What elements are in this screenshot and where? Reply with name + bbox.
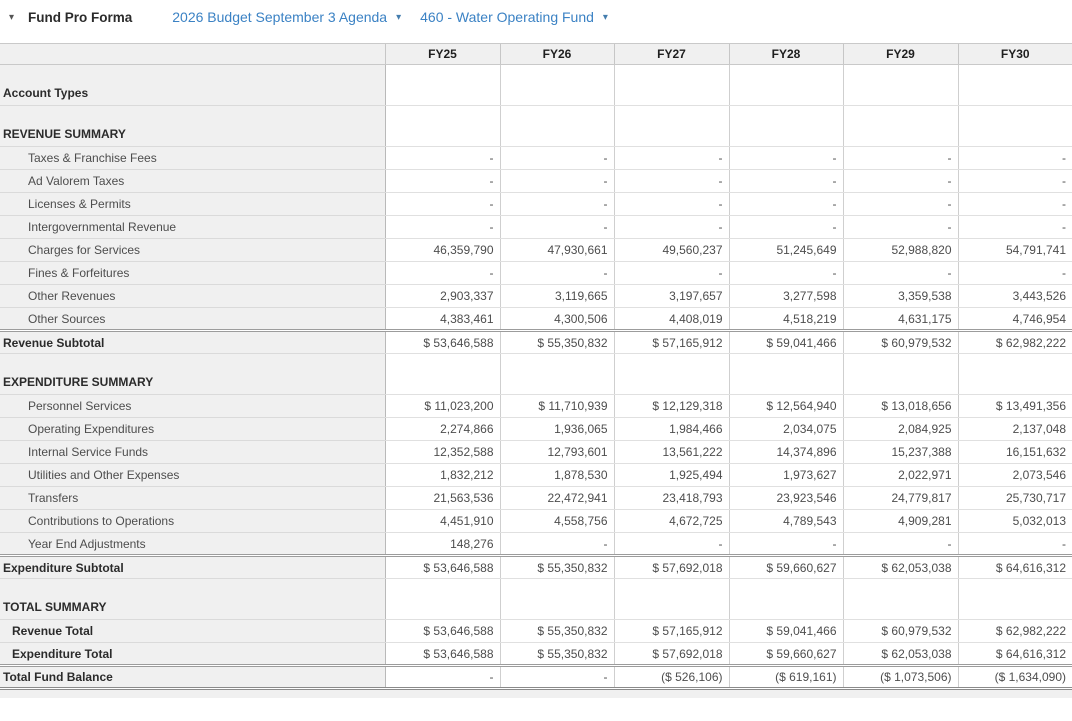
- table-bottom-strip: [0, 690, 1072, 698]
- value-cell: -: [843, 147, 958, 170]
- value-cell: -: [500, 216, 614, 239]
- table-row: [0, 193, 1072, 216]
- value-cell: [500, 354, 614, 395]
- page-title: Fund Pro Forma: [28, 9, 133, 25]
- value-cell: [729, 579, 843, 620]
- row-label: Ad Valorem Taxes: [0, 170, 385, 193]
- value-cell: 4,672,725: [614, 510, 729, 533]
- value-cell: 3,197,657: [614, 285, 729, 308]
- value-cell: [500, 106, 614, 147]
- value-cell: [385, 65, 500, 106]
- value-cell: 3,277,598: [729, 285, 843, 308]
- value-cell: 2,022,971: [843, 464, 958, 487]
- value-cell: 13,561,222: [614, 441, 729, 464]
- fund-dropdown[interactable]: [420, 9, 608, 25]
- value-cell: $ 57,692,018: [614, 556, 729, 579]
- value-cell: [958, 65, 1072, 106]
- value-cell: $ 60,979,532: [843, 331, 958, 354]
- value-cell: $ 12,564,940: [729, 395, 843, 418]
- value-cell: -: [614, 147, 729, 170]
- value-cell: 4,408,019: [614, 308, 729, 331]
- value-cell: 46,359,790: [385, 239, 500, 262]
- value-cell: -: [614, 216, 729, 239]
- table-row: [0, 533, 1072, 556]
- value-cell: -: [385, 170, 500, 193]
- row-label: Other Sources: [0, 308, 385, 331]
- value-cell: $ 57,165,912: [614, 620, 729, 643]
- value-cell: [843, 579, 958, 620]
- value-cell: $ 60,979,532: [843, 620, 958, 643]
- value-cell: ($ 526,106): [614, 666, 729, 689]
- table-row: [0, 620, 1072, 643]
- value-cell: 23,923,546: [729, 487, 843, 510]
- row-label: EXPENDITURE SUMMARY: [0, 354, 385, 395]
- value-cell: -: [385, 193, 500, 216]
- value-cell: [500, 65, 614, 106]
- value-cell: -: [729, 170, 843, 193]
- value-cell: $ 62,053,038: [843, 643, 958, 666]
- budget-dropdown[interactable]: [172, 9, 401, 25]
- value-cell: $ 59,041,466: [729, 620, 843, 643]
- value-cell: -: [729, 147, 843, 170]
- value-cell: [500, 579, 614, 620]
- table-row: [0, 285, 1072, 308]
- value-cell: 2,274,866: [385, 418, 500, 441]
- table-row: [0, 556, 1072, 579]
- table-row: [0, 106, 1072, 147]
- value-cell: 4,451,910: [385, 510, 500, 533]
- value-cell: [614, 354, 729, 395]
- value-cell: -: [500, 666, 614, 689]
- value-cell: -: [958, 216, 1072, 239]
- value-cell: 2,903,337: [385, 285, 500, 308]
- value-cell: -: [958, 262, 1072, 285]
- value-cell: 2,034,075: [729, 418, 843, 441]
- value-cell: 4,789,543: [729, 510, 843, 533]
- value-cell: 1,832,212: [385, 464, 500, 487]
- row-label: TOTAL SUMMARY: [0, 579, 385, 620]
- value-cell: $ 53,646,588: [385, 331, 500, 354]
- header-row: [0, 44, 1072, 65]
- column-header-fy29: FY29: [843, 44, 958, 65]
- value-cell: [385, 579, 500, 620]
- column-header-fy25: FY25: [385, 44, 500, 65]
- value-cell: $ 12,129,318: [614, 395, 729, 418]
- value-cell: -: [385, 666, 500, 689]
- value-cell: $ 59,660,627: [729, 643, 843, 666]
- value-cell: -: [843, 533, 958, 556]
- table-row: [0, 354, 1072, 395]
- column-header-fy26: FY26: [500, 44, 614, 65]
- value-cell: [385, 354, 500, 395]
- value-cell: $ 11,023,200: [385, 395, 500, 418]
- table-row: [0, 418, 1072, 441]
- value-cell: 2,137,048: [958, 418, 1072, 441]
- row-label: Fines & Forfeitures: [0, 262, 385, 285]
- table-row: [0, 487, 1072, 510]
- row-label: Taxes & Franchise Fees: [0, 147, 385, 170]
- value-cell: $ 53,646,588: [385, 643, 500, 666]
- value-cell: 1,984,466: [614, 418, 729, 441]
- value-cell: -: [729, 262, 843, 285]
- value-cell: $ 62,053,038: [843, 556, 958, 579]
- row-label: Expenditure Subtotal: [0, 556, 385, 579]
- value-cell: -: [843, 262, 958, 285]
- table-row: [0, 510, 1072, 533]
- value-cell: 51,245,649: [729, 239, 843, 262]
- value-cell: [729, 65, 843, 106]
- value-cell: -: [500, 262, 614, 285]
- value-cell: 4,300,506: [500, 308, 614, 331]
- toolbar: [0, 0, 1072, 30]
- value-cell: $ 55,350,832: [500, 620, 614, 643]
- value-cell: 47,930,661: [500, 239, 614, 262]
- value-cell: -: [958, 193, 1072, 216]
- value-cell: $ 13,018,656: [843, 395, 958, 418]
- value-cell: -: [614, 533, 729, 556]
- value-cell: 4,518,219: [729, 308, 843, 331]
- value-cell: 54,791,741: [958, 239, 1072, 262]
- value-cell: 5,032,013: [958, 510, 1072, 533]
- value-cell: 14,374,896: [729, 441, 843, 464]
- row-label: Personnel Services: [0, 395, 385, 418]
- value-cell: $ 62,982,222: [958, 620, 1072, 643]
- row-label: Charges for Services: [0, 239, 385, 262]
- table-row: [0, 579, 1072, 620]
- row-label: Operating Expenditures: [0, 418, 385, 441]
- value-cell: -: [500, 533, 614, 556]
- value-cell: ($ 619,161): [729, 666, 843, 689]
- value-cell: -: [385, 147, 500, 170]
- row-label: Intergovernmental Revenue: [0, 216, 385, 239]
- value-cell: [614, 65, 729, 106]
- value-cell: 2,084,925: [843, 418, 958, 441]
- value-cell: $ 53,646,588: [385, 556, 500, 579]
- table-row: [0, 170, 1072, 193]
- table-row: [0, 331, 1072, 354]
- value-cell: $ 55,350,832: [500, 331, 614, 354]
- value-cell: 4,558,756: [500, 510, 614, 533]
- budget-dropdown-label: 2026 Budget September 3 Agenda: [172, 9, 388, 25]
- value-cell: 3,359,538: [843, 285, 958, 308]
- table-row: [0, 643, 1072, 666]
- value-cell: $ 55,350,832: [500, 643, 614, 666]
- value-cell: -: [729, 533, 843, 556]
- value-cell: -: [500, 170, 614, 193]
- row-label: Year End Adjustments: [0, 533, 385, 556]
- table-row: [0, 464, 1072, 487]
- value-cell: -: [385, 216, 500, 239]
- value-cell: $ 11,710,939: [500, 395, 614, 418]
- value-cell: 16,151,632: [958, 441, 1072, 464]
- column-header-fy27: FY27: [614, 44, 729, 65]
- value-cell: $ 53,646,588: [385, 620, 500, 643]
- value-cell: $ 59,041,466: [729, 331, 843, 354]
- table-row: [0, 308, 1072, 331]
- value-cell: [729, 354, 843, 395]
- value-cell: 15,237,388: [843, 441, 958, 464]
- value-cell: -: [843, 170, 958, 193]
- table-row: [0, 395, 1072, 418]
- value-cell: 25,730,717: [958, 487, 1072, 510]
- row-label: Internal Service Funds: [0, 441, 385, 464]
- row-label: Other Revenues: [0, 285, 385, 308]
- value-cell: -: [843, 193, 958, 216]
- row-label: Total Fund Balance: [0, 666, 385, 689]
- row-label: Revenue Subtotal: [0, 331, 385, 354]
- table-row: [0, 216, 1072, 239]
- value-cell: 21,563,536: [385, 487, 500, 510]
- value-cell: 148,276: [385, 533, 500, 556]
- pro-forma-table-container: [0, 43, 1072, 698]
- value-cell: -: [614, 193, 729, 216]
- value-cell: [958, 106, 1072, 147]
- value-cell: 24,779,817: [843, 487, 958, 510]
- value-cell: 49,560,237: [614, 239, 729, 262]
- value-cell: 4,909,281: [843, 510, 958, 533]
- value-cell: $ 57,692,018: [614, 643, 729, 666]
- value-cell: [729, 106, 843, 147]
- value-cell: 4,383,461: [385, 308, 500, 331]
- table-row: [0, 239, 1072, 262]
- table-row: [0, 262, 1072, 285]
- value-cell: 1,925,494: [614, 464, 729, 487]
- value-cell: [385, 106, 500, 147]
- value-cell: -: [500, 147, 614, 170]
- value-cell: 1,878,530: [500, 464, 614, 487]
- value-cell: [614, 579, 729, 620]
- value-cell: -: [729, 193, 843, 216]
- value-cell: 23,418,793: [614, 487, 729, 510]
- table-row: [0, 147, 1072, 170]
- value-cell: $ 62,982,222: [958, 331, 1072, 354]
- column-header-fy30: FY30: [958, 44, 1072, 65]
- pro-forma-table: [0, 43, 1072, 690]
- table-row: [0, 666, 1072, 689]
- value-cell: -: [958, 147, 1072, 170]
- value-cell: 3,119,665: [500, 285, 614, 308]
- chevron-down-icon: ▾: [396, 12, 402, 23]
- table-row: [0, 441, 1072, 464]
- value-cell: [958, 579, 1072, 620]
- fund-dropdown-label: 460 - Water Operating Fund: [420, 9, 594, 25]
- value-cell: $ 57,165,912: [614, 331, 729, 354]
- value-cell: -: [500, 193, 614, 216]
- value-cell: 4,746,954: [958, 308, 1072, 331]
- value-cell: 2,073,546: [958, 464, 1072, 487]
- value-cell: -: [729, 216, 843, 239]
- value-cell: 22,472,941: [500, 487, 614, 510]
- value-cell: -: [614, 262, 729, 285]
- value-cell: -: [958, 533, 1072, 556]
- value-cell: 4,631,175: [843, 308, 958, 331]
- value-cell: $ 64,616,312: [958, 556, 1072, 579]
- value-cell: 3,443,526: [958, 285, 1072, 308]
- column-header-fy28: FY28: [729, 44, 843, 65]
- row-label: REVENUE SUMMARY: [0, 106, 385, 147]
- value-cell: 52,988,820: [843, 239, 958, 262]
- value-cell: [958, 354, 1072, 395]
- value-cell: 1,973,627: [729, 464, 843, 487]
- row-label: Expenditure Total: [0, 643, 385, 666]
- value-cell: [843, 354, 958, 395]
- value-cell: $ 64,616,312: [958, 643, 1072, 666]
- value-cell: 1,936,065: [500, 418, 614, 441]
- row-label: Account Types: [0, 65, 385, 106]
- value-cell: $ 13,491,356: [958, 395, 1072, 418]
- row-label: Revenue Total: [0, 620, 385, 643]
- account-types-header-spacer: [0, 44, 385, 65]
- chevron-down-icon: ▾: [602, 12, 608, 23]
- row-label: Transfers: [0, 487, 385, 510]
- row-label: Contributions to Operations: [0, 510, 385, 533]
- collapse-caret-icon[interactable]: ▾: [9, 11, 15, 23]
- value-cell: $ 59,660,627: [729, 556, 843, 579]
- value-cell: -: [385, 262, 500, 285]
- value-cell: -: [958, 170, 1072, 193]
- value-cell: 12,352,588: [385, 441, 500, 464]
- value-cell: 12,793,601: [500, 441, 614, 464]
- value-cell: -: [614, 170, 729, 193]
- value-cell: [614, 106, 729, 147]
- row-label: Utilities and Other Expenses: [0, 464, 385, 487]
- value-cell: $ 55,350,832: [500, 556, 614, 579]
- value-cell: -: [843, 216, 958, 239]
- value-cell: [843, 106, 958, 147]
- row-label: Licenses & Permits: [0, 193, 385, 216]
- value-cell: [843, 65, 958, 106]
- table-row: [0, 65, 1072, 106]
- value-cell: ($ 1,073,506): [843, 666, 958, 689]
- value-cell: ($ 1,634,090): [958, 666, 1072, 689]
